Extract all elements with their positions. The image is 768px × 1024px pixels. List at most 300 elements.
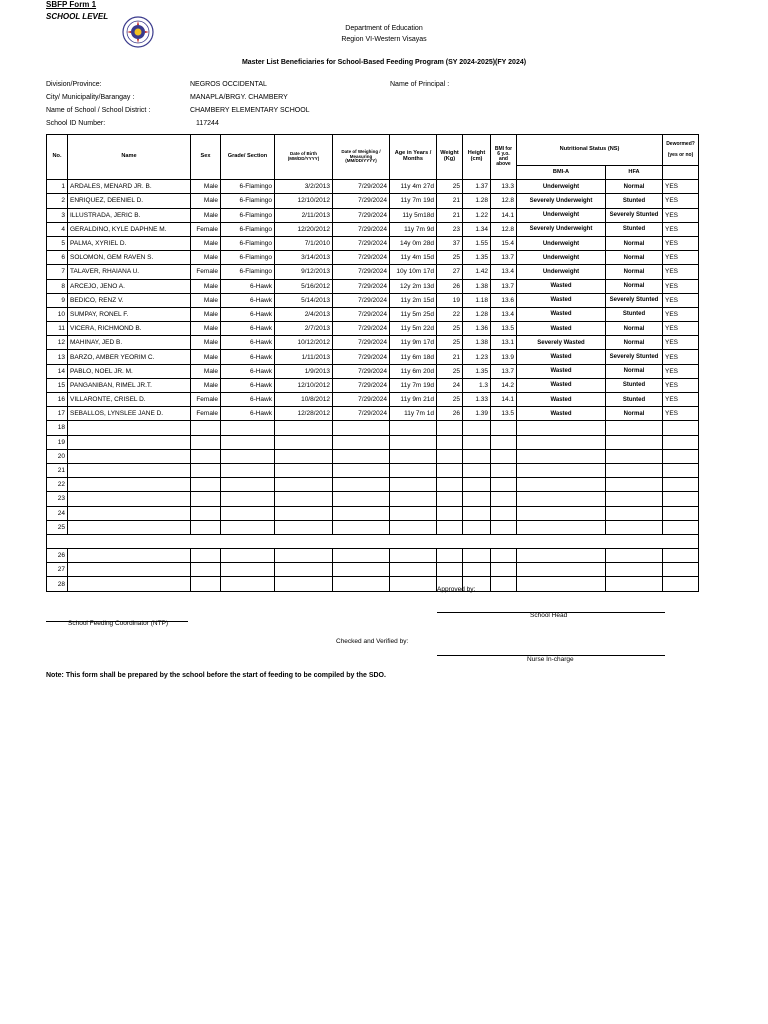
cell-dow: 7/29/2024 [333, 336, 390, 350]
cell-grade: 6-Flamingo [221, 265, 275, 279]
cell-height: 1.38 [463, 279, 491, 293]
cell-age: 11y 5m18d [390, 208, 437, 222]
cell-bmi: 13.6 [491, 293, 517, 307]
cell-height: 1.55 [463, 236, 491, 250]
cell-empty [68, 463, 191, 477]
cell-name: SEBALLOS, LYNSLEE JANE D. [68, 407, 191, 421]
cell-empty [663, 563, 699, 577]
cell-no: 22 [47, 478, 68, 492]
checked-verified-label: Checked and Verified by: [336, 638, 409, 645]
cell-empty [221, 563, 275, 577]
empty-row [47, 435, 699, 449]
cell-empty [333, 549, 390, 563]
empty-row [47, 563, 699, 577]
cell-empty [191, 421, 221, 435]
cell-grade: 6-Hawk [221, 307, 275, 321]
cell-empty [191, 449, 221, 463]
col-hfa: HFA [606, 166, 663, 180]
cell-weight: 26 [437, 279, 463, 293]
cell-no: 5 [47, 236, 68, 250]
cell-hfa: Severely Stunted [606, 350, 663, 364]
cell-dewormed: YES [663, 407, 699, 421]
cell-dow: 7/29/2024 [333, 208, 390, 222]
cell-empty [68, 520, 191, 534]
cell-dewormed: YES [663, 222, 699, 236]
cell-empty [390, 463, 437, 477]
cell-bmi: 13.9 [491, 350, 517, 364]
cell-bmia: Wasted [517, 393, 606, 407]
cell-bmia: Underweight [517, 236, 606, 250]
cell-dob: 2/11/2013 [275, 208, 333, 222]
cell-empty [275, 421, 333, 435]
cell-dewormed: YES [663, 293, 699, 307]
cell-age: 11y 4m 15d [390, 251, 437, 265]
cell-grade: 6-Hawk [221, 336, 275, 350]
cell-empty [333, 563, 390, 577]
cell-dob: 1/9/2013 [275, 364, 333, 378]
cell-weight: 24 [437, 378, 463, 392]
cell-bmia: Severely Underweight [517, 194, 606, 208]
cell-empty [68, 492, 191, 506]
cell-dow: 7/29/2024 [333, 265, 390, 279]
cell-bmia: Underweight [517, 251, 606, 265]
cell-empty [221, 506, 275, 520]
cell-empty [68, 421, 191, 435]
cell-empty [491, 449, 517, 463]
table-row [47, 350, 699, 364]
cell-height: 1.37 [463, 180, 491, 194]
cell-sex: Female [191, 222, 221, 236]
cell-grade: 6-Hawk [221, 364, 275, 378]
cell-name: ARDALES, MENARD JR. B. [68, 180, 191, 194]
table-row [47, 236, 699, 250]
cell-empty [390, 506, 437, 520]
cell-sex: Male [191, 378, 221, 392]
cell-no: 27 [47, 563, 68, 577]
cell-bmi: 13.4 [491, 265, 517, 279]
table-row [47, 208, 699, 222]
cell-hfa: Severely Stunted [606, 293, 663, 307]
cell-no: 19 [47, 435, 68, 449]
cell-name: VILLARONTE, CRISEL D. [68, 393, 191, 407]
cell-empty [390, 577, 437, 591]
cell-height: 1.28 [463, 307, 491, 321]
cell-empty [191, 492, 221, 506]
cell-empty [437, 463, 463, 477]
cell-height: 1.34 [463, 222, 491, 236]
cell-height: 1.39 [463, 407, 491, 421]
form-id: SBFP Form 1 [46, 0, 97, 9]
cell-grade: 6-Hawk [221, 322, 275, 336]
cell-dewormed: YES [663, 180, 699, 194]
cell-hfa: Stunted [606, 378, 663, 392]
cell-height: 1.36 [463, 322, 491, 336]
cell-empty [275, 520, 333, 534]
cell-empty [663, 492, 699, 506]
cell-empty [463, 563, 491, 577]
cell-empty [333, 421, 390, 435]
table-row [47, 180, 699, 194]
cell-empty [275, 435, 333, 449]
cell-empty [275, 563, 333, 577]
cell-bmi: 13.3 [491, 180, 517, 194]
table-row [47, 393, 699, 407]
col-dow: Date of Weighing / Measuring (MM/DD/YYYY) [333, 135, 390, 180]
cell-bmi: 15.4 [491, 236, 517, 250]
cell-sex: Male [191, 251, 221, 265]
cell-empty [463, 549, 491, 563]
cell-dow: 7/29/2024 [333, 307, 390, 321]
cell-empty [517, 563, 606, 577]
cell-bmia: Underweight [517, 180, 606, 194]
cell-empty [463, 421, 491, 435]
cell-empty [437, 506, 463, 520]
cell-empty [221, 520, 275, 534]
cell-age: 11y 9m 17d [390, 336, 437, 350]
cell-dob: 2/7/2013 [275, 322, 333, 336]
cell-empty [663, 506, 699, 520]
cell-weight: 21 [437, 350, 463, 364]
cell-empty [606, 435, 663, 449]
cell-bmi: 13.1 [491, 336, 517, 350]
cell-sex: Male [191, 236, 221, 250]
cell-bmi: 13.5 [491, 407, 517, 421]
cell-empty [517, 421, 606, 435]
cell-name: PANGANIBAN, RIMEL JR.T. [68, 378, 191, 392]
cell-empty [437, 549, 463, 563]
cell-empty [606, 577, 663, 591]
cell-no: 17 [47, 407, 68, 421]
cell-empty [606, 563, 663, 577]
cell-no: 15 [47, 378, 68, 392]
cell-dob: 2/4/2013 [275, 307, 333, 321]
cell-dewormed: YES [663, 307, 699, 321]
cell-empty [463, 463, 491, 477]
cell-name: ARCEJO, JENO A. [68, 279, 191, 293]
col-dob: Date of Birth (MM/DD/YYYY) [275, 135, 333, 180]
cell-empty [275, 549, 333, 563]
col-name: Name [68, 135, 191, 180]
cell-hfa: Normal [606, 236, 663, 250]
cell-dewormed: YES [663, 336, 699, 350]
col-sex: Sex [191, 135, 221, 180]
cell-weight: 25 [437, 180, 463, 194]
empty-row [47, 421, 699, 435]
cell-empty [68, 506, 191, 520]
cell-dob: 12/28/2012 [275, 407, 333, 421]
col-dewormed-title: Dewormed? [666, 141, 695, 148]
cell-bmi: 13.7 [491, 251, 517, 265]
cell-empty [463, 506, 491, 520]
cell-empty [221, 478, 275, 492]
table-row [47, 378, 699, 392]
cell-dewormed: YES [663, 236, 699, 250]
cell-empty [68, 563, 191, 577]
cell-empty [663, 520, 699, 534]
col-bmi: BMI for 6 y.o. and above [491, 135, 517, 180]
cell-age: 11y 7m 9d [390, 222, 437, 236]
cell-sex: Male [191, 307, 221, 321]
cell-empty [68, 449, 191, 463]
cell-dob: 9/12/2013 [275, 265, 333, 279]
cell-no: 12 [47, 336, 68, 350]
cell-empty [517, 520, 606, 534]
cell-name: GERALDINO, KYLE DAPHNE M. [68, 222, 191, 236]
cell-empty [437, 520, 463, 534]
cell-weight: 25 [437, 251, 463, 265]
cell-empty [491, 549, 517, 563]
cell-empty [491, 563, 517, 577]
school-label: Name of School / School District : [46, 107, 151, 114]
cell-empty [275, 492, 333, 506]
table-row [47, 307, 699, 321]
cell-name: PABLO, NOEL JR. M. [68, 364, 191, 378]
cell-empty [191, 549, 221, 563]
cell-empty [491, 435, 517, 449]
cell-age: 11y 7m 19d [390, 378, 437, 392]
cell-empty [390, 492, 437, 506]
cell-empty [333, 435, 390, 449]
cell-dob: 10/12/2012 [275, 336, 333, 350]
cell-empty [390, 549, 437, 563]
cell-empty [437, 492, 463, 506]
cell-no: 18 [47, 421, 68, 435]
cell-no: 3 [47, 208, 68, 222]
cell-empty [491, 520, 517, 534]
cell-grade: 6-Flamingo [221, 251, 275, 265]
cell-bmi: 13.7 [491, 364, 517, 378]
empty-row [47, 449, 699, 463]
cell-empty [333, 577, 390, 591]
cell-empty [517, 478, 606, 492]
cell-grade: 6-Hawk [221, 279, 275, 293]
table-body [47, 180, 699, 591]
cell-no: 25 [47, 520, 68, 534]
cell-empty [221, 549, 275, 563]
cell-dow: 7/29/2024 [333, 364, 390, 378]
empty-row [47, 463, 699, 477]
empty-row [47, 577, 699, 591]
cell-empty [517, 506, 606, 520]
cell-dob: 5/14/2013 [275, 293, 333, 307]
cell-grade: 6-Hawk [221, 350, 275, 364]
cell-empty [437, 435, 463, 449]
cell-empty [491, 506, 517, 520]
cell-empty [491, 478, 517, 492]
cell-empty [275, 478, 333, 492]
cell-weight: 23 [437, 222, 463, 236]
school-id-label: School ID Number: [46, 120, 106, 127]
cell-empty [663, 449, 699, 463]
cell-height: 1.28 [463, 194, 491, 208]
cell-age: 11y 9m 21d [390, 393, 437, 407]
cell-height: 1.18 [463, 293, 491, 307]
cell-hfa: Normal [606, 251, 663, 265]
beneficiaries-table [46, 134, 699, 592]
cell-bmia: Wasted [517, 322, 606, 336]
cell-sex: Male [191, 279, 221, 293]
cell-hfa: Normal [606, 265, 663, 279]
table-row [47, 336, 699, 350]
cell-bmia: Wasted [517, 307, 606, 321]
cell-empty [333, 449, 390, 463]
cell-dob: 1/11/2013 [275, 350, 333, 364]
cell-empty [437, 563, 463, 577]
cell-empty [491, 577, 517, 591]
page-title: Master List Beneficiaries for School-Based Feeding Program (SY 2024-2025)(FY 2024) [241, 59, 527, 66]
cell-grade: 6-Hawk [221, 293, 275, 307]
cell-dow: 7/29/2024 [333, 236, 390, 250]
empty-row [47, 492, 699, 506]
cell-dob: 12/10/2012 [275, 378, 333, 392]
cell-weight: 25 [437, 364, 463, 378]
cell-age: 11y 7m 1d [390, 407, 437, 421]
cell-dewormed: YES [663, 393, 699, 407]
cell-no: 4 [47, 222, 68, 236]
cell-empty [437, 421, 463, 435]
cell-no: 1 [47, 180, 68, 194]
cell-empty [606, 549, 663, 563]
cell-height: 1.23 [463, 350, 491, 364]
cell-hfa: Normal [606, 407, 663, 421]
cell-empty [390, 449, 437, 463]
cell-no: 24 [47, 506, 68, 520]
cell-dow: 7/29/2024 [333, 378, 390, 392]
cell-name: VICERA, RICHMOND B. [68, 322, 191, 336]
cell-empty [463, 478, 491, 492]
cell-weight: 27 [437, 265, 463, 279]
cell-height: 1.42 [463, 265, 491, 279]
col-age: Age in Years / Months [390, 135, 437, 180]
region-name: Region VI-Western Visayas [341, 36, 427, 43]
cell-bmia: Underweight [517, 208, 606, 222]
cell-empty [437, 449, 463, 463]
cell-bmi: 12.8 [491, 194, 517, 208]
cell-bmia: Wasted [517, 293, 606, 307]
cell-hfa: Normal [606, 279, 663, 293]
cell-dow: 7/29/2024 [333, 393, 390, 407]
cell-name: TALAVER, RHAIANA U. [68, 265, 191, 279]
cell-sex: Male [191, 208, 221, 222]
cell-dewormed: YES [663, 265, 699, 279]
cell-empty [275, 463, 333, 477]
cell-empty [191, 435, 221, 449]
empty-row [47, 520, 699, 534]
cell-bmia: Severely Wasted [517, 336, 606, 350]
cell-height: 1.22 [463, 208, 491, 222]
cell-empty [333, 492, 390, 506]
cell-empty [191, 478, 221, 492]
cell-no: 21 [47, 463, 68, 477]
table-row [47, 407, 699, 421]
col-height: Height (cm) [463, 135, 491, 180]
cell-empty [606, 478, 663, 492]
cell-name: BEDICO, RENZ V. [68, 293, 191, 307]
cell-no: 8 [47, 279, 68, 293]
division-label: Division/Province: [46, 81, 102, 88]
cell-dow: 7/29/2024 [333, 194, 390, 208]
cell-empty [663, 577, 699, 591]
cell-empty [491, 492, 517, 506]
cell-age: 11y 5m 22d [390, 322, 437, 336]
cell-name: ENRIQUEZ, DEENIEL D. [68, 194, 191, 208]
cell-sex: Male [191, 293, 221, 307]
cell-sex: Female [191, 265, 221, 279]
cell-age: 11y 7m 19d [390, 194, 437, 208]
cell-hfa: Normal [606, 336, 663, 350]
cell-hfa: Normal [606, 322, 663, 336]
school-id-value: 117244 [196, 120, 219, 127]
cell-empty [517, 449, 606, 463]
table-row [47, 322, 699, 336]
cell-empty [191, 463, 221, 477]
cell-sex: Male [191, 350, 221, 364]
cell-bmi: 13.5 [491, 322, 517, 336]
cell-empty [390, 520, 437, 534]
cell-height: 1.35 [463, 251, 491, 265]
cell-empty [333, 520, 390, 534]
cell-height: 1.38 [463, 336, 491, 350]
cell-no: 13 [47, 350, 68, 364]
cell-empty [221, 435, 275, 449]
school-level-label: SCHOOL LEVEL [46, 12, 109, 21]
table-row [47, 251, 699, 265]
city-label: City/ Municipality/Barangay : [46, 94, 135, 101]
cell-dewormed: YES [663, 279, 699, 293]
cell-weight: 25 [437, 336, 463, 350]
cell-grade: 6-Hawk [221, 378, 275, 392]
cell-dewormed: YES [663, 322, 699, 336]
cell-weight: 26 [437, 407, 463, 421]
cell-name: MAHINAY, JED B. [68, 336, 191, 350]
cell-empty [390, 435, 437, 449]
col-dewormed-sub: (yes or no) [667, 151, 694, 158]
cell-dewormed: YES [663, 364, 699, 378]
cell-bmia: Wasted [517, 279, 606, 293]
cell-height: 1.35 [463, 364, 491, 378]
cell-no: 2 [47, 194, 68, 208]
cell-empty [663, 478, 699, 492]
cell-dob: 7/1/2010 [275, 236, 333, 250]
cell-sex: Female [191, 393, 221, 407]
division-value: NEGROS OCCIDENTAL [190, 81, 267, 88]
cell-name: ILLUSTRADA, JERIC B. [68, 208, 191, 222]
cell-grade: 6-Flamingo [221, 222, 275, 236]
cell-empty [463, 492, 491, 506]
cell-dow: 7/29/2024 [333, 222, 390, 236]
cell-age: 11y 6m 20d [390, 364, 437, 378]
col-bmia: BMI-A [517, 166, 606, 180]
cell-no: 10 [47, 307, 68, 321]
cell-no: 11 [47, 322, 68, 336]
cell-empty [221, 463, 275, 477]
cell-grade: 6-Hawk [221, 407, 275, 421]
cell-name: SUMPAY, RONEL F. [68, 307, 191, 321]
cell-age: 11y 6m 18d [390, 350, 437, 364]
cell-weight: 25 [437, 322, 463, 336]
cell-name: SOLOMON, GEM RAVEN S. [68, 251, 191, 265]
cell-empty [517, 435, 606, 449]
city-value: MANAPLA/BRGY. CHAMBERY [190, 94, 288, 101]
cell-dewormed: YES [663, 251, 699, 265]
cell-bmi: 12.8 [491, 222, 517, 236]
school-head-label: School Head [530, 612, 568, 619]
cell-empty [606, 506, 663, 520]
cell-name: PALMA, XYRIEL D. [68, 236, 191, 250]
cell-empty [275, 577, 333, 591]
cell-sex: Female [191, 407, 221, 421]
table-row [47, 293, 699, 307]
